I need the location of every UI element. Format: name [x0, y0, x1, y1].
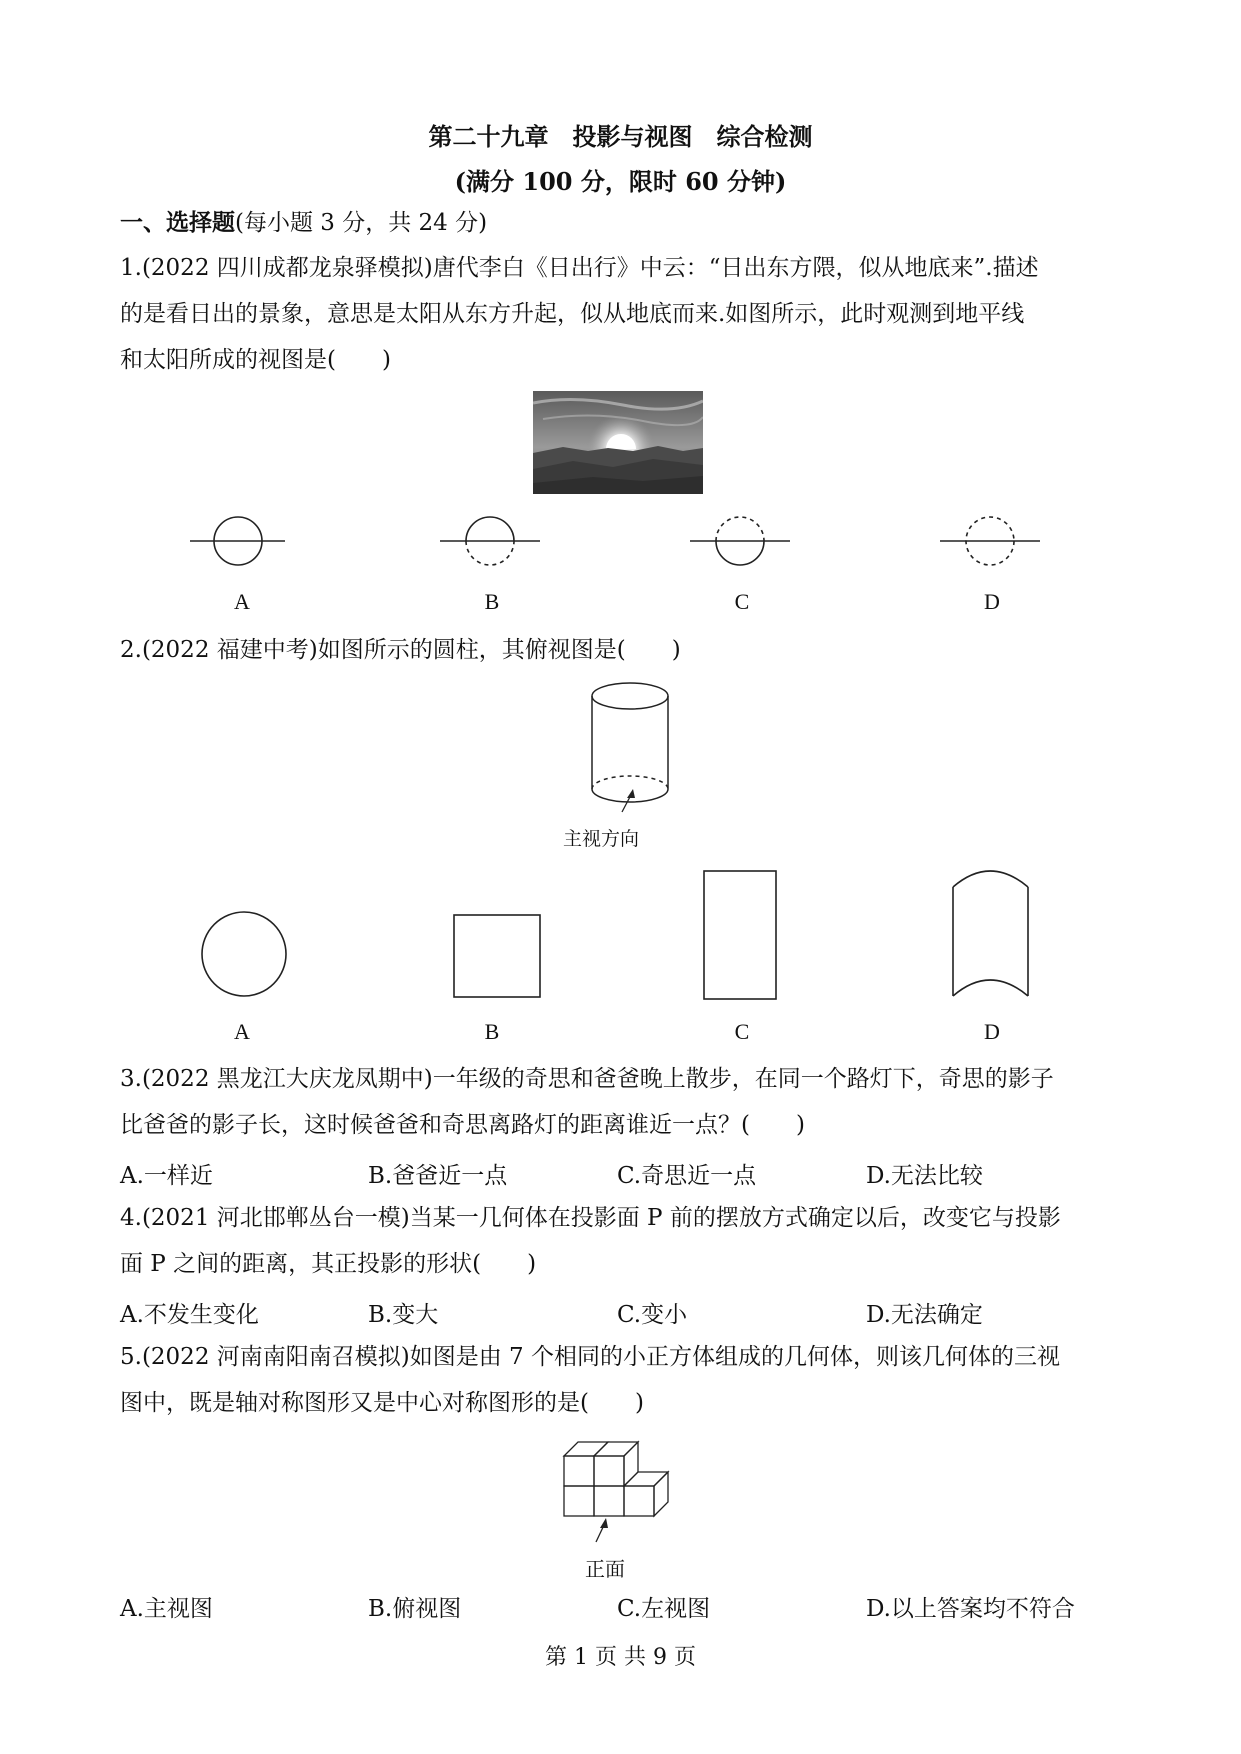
q5-line-2: 图中，既是轴对称图形又是中心对称图形的是( )	[120, 1390, 644, 1416]
q1-line-3: 和太阳所成的视图是( )	[120, 347, 391, 373]
q4-option-a: A.不发生变化	[120, 1302, 259, 1328]
q2-figure-d	[948, 863, 1034, 1003]
q4-option-b: B.变大	[368, 1302, 439, 1328]
q2-figure-c	[700, 869, 780, 1003]
q1-figure-b	[440, 508, 540, 574]
page-number: 第 1 页 共 9 页	[545, 1645, 696, 1670]
section-heading	[120, 208, 1130, 238]
q1-figure-d	[940, 508, 1040, 574]
q2-label-b: B	[484, 1019, 500, 1044]
q3-option-d: D.无法比较	[866, 1163, 983, 1189]
section-title: 一、选择题	[120, 209, 235, 236]
q1-line-1: 1.(2022 四川成都龙泉驿模拟)唐代李白《日出行》中云：“日出东方隈，似从地底来”.描述	[120, 255, 1039, 281]
q1-line-2: 的是看日出的景象，意思是太阳从东方升起，似从地底而来.如图所示，此时观测到地平线	[120, 301, 1025, 327]
q4-line-2: 面 P 之间的距离，其正投影的形状( )	[120, 1251, 537, 1277]
q3-option-c: C.奇思近一点	[617, 1163, 757, 1189]
q1-label-b: B	[484, 589, 500, 614]
q4-line-1: 4.(2021 河北邯郸丛台一模)当某一几何体在投影面 P 前的摆放方式确定以后，改变它与投影	[120, 1205, 1061, 1231]
cubes-caption: 正面	[585, 1557, 625, 1581]
q5-option-b: B.俯视图	[368, 1596, 462, 1622]
cubes-figure	[560, 1432, 680, 1550]
q2-label-a: A	[234, 1019, 250, 1044]
q2-line-1: 2.(2022 福建中考)如图所示的圆柱，其俯视图是( )	[120, 637, 681, 663]
q4-option-c: C.变小	[617, 1302, 688, 1328]
cylinder-figure	[586, 676, 676, 816]
page-title: 第二十九章 投影与视图 综合检测	[428, 122, 813, 151]
q2-label-c: C	[734, 1019, 750, 1044]
cylinder-caption: 主视方向	[563, 828, 640, 850]
q1-figure-a	[190, 508, 290, 574]
q5-option-a: A.主视图	[120, 1596, 213, 1622]
q2-label-d: D	[984, 1019, 1000, 1044]
q1-label-c: C	[734, 589, 750, 614]
q5-option-c: C.左视图	[617, 1596, 711, 1622]
q3-option-a: A.一样近	[120, 1163, 213, 1189]
q3-option-b: B.爸爸近一点	[368, 1163, 508, 1189]
sunrise-photo	[533, 391, 703, 494]
q1-label-a: A	[234, 589, 250, 614]
q4-option-d: D.无法确定	[866, 1302, 983, 1328]
q3-line-1: 3.(2022 黑龙江大庆龙凤期中)一年级的奇思和爸爸晚上散步，在同一个路灯下，奇思的影子	[120, 1066, 1054, 1092]
page-subtitle: (满分 100 分，限时 60 分钟)	[454, 167, 787, 196]
q1-figure-c	[690, 508, 790, 574]
section-note: (每小题 3 分，共 24 分)	[235, 210, 488, 236]
q2-figure-b	[451, 913, 543, 999]
q1-label-d: D	[984, 589, 1000, 614]
q3-line-2: 比爸爸的影子长，这时候爸爸和奇思离路灯的距离谁近一点？( )	[120, 1112, 805, 1138]
q5-line-1: 5.(2022 河南南阳南召模拟)如图是由 7 个相同的小正方体组成的几何体，则该几何体的三视	[120, 1344, 1060, 1370]
q5-option-d: D.以上答案均不符合	[866, 1596, 1075, 1622]
q2-figure-a	[200, 910, 290, 1000]
